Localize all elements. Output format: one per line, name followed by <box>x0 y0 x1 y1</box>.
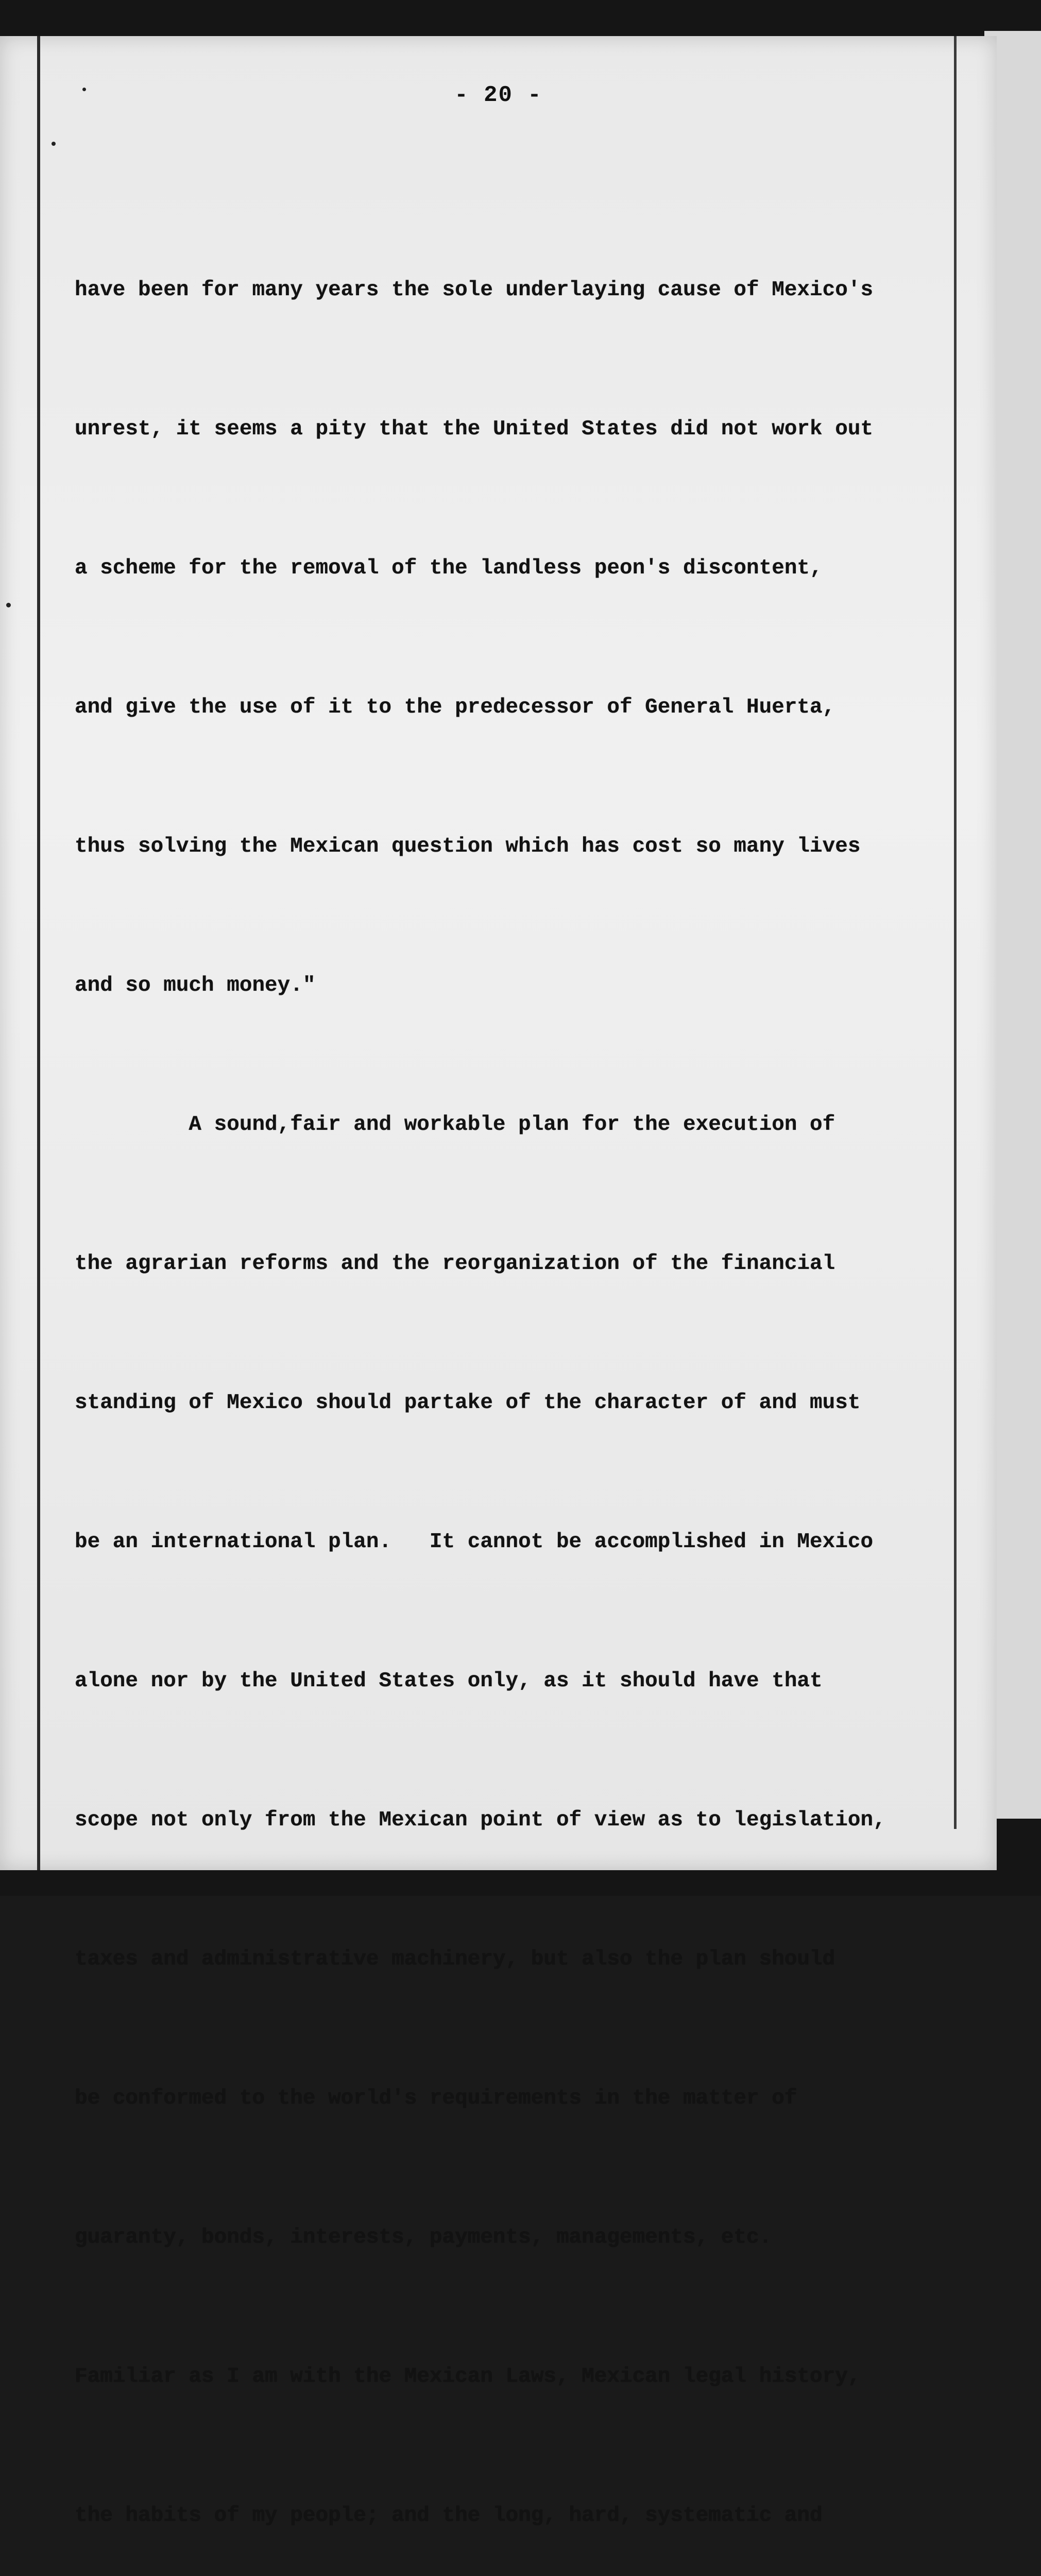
text-line: Familiar as I am with the Mexican Laws, Mexican legal history, <box>75 2365 861 2388</box>
typed-sheet <box>0 36 997 2528</box>
text-line: be an international plan. It cannot be accomplished in Mexico <box>75 1530 874 1554</box>
typed-body-text <box>75 174 981 2576</box>
text-line: and give the use of it to the predecessor of General Huerta, <box>75 696 835 719</box>
text-line: and so much money." <box>75 974 316 997</box>
text-line: alone nor by the United States only, as it should have that <box>75 1669 823 1693</box>
text-line: guaranty, bonds, interests, payments, managements, etc. <box>75 2226 772 2249</box>
text-line: standing of Mexico should partake of the character of and must <box>75 1391 861 1415</box>
text-line: thus solving the Mexican question which has cost so many lives <box>75 835 861 858</box>
text-line: be conformed to the world's requirements in the matter of <box>75 2087 797 2110</box>
text-line: taxes and administrative machinery, but also the plan should <box>75 1947 835 1971</box>
text-line: scope not only from the Mexican point of view as to legislation, <box>75 1808 886 1832</box>
text-line: unrest, it seems a pity that the United States did not work out <box>75 417 874 441</box>
dust-speck <box>6 603 11 607</box>
dust-speck <box>82 88 86 91</box>
text-line: a scheme for the removal of the landless peon's discontent, <box>75 556 823 580</box>
left-margin-rule <box>37 36 40 1870</box>
text-line: A sound,fair and workable plan for the execution of <box>75 1113 835 1137</box>
text-line: the agrarian reforms and the reorganization of the financial <box>75 1252 835 1276</box>
page-number: - 20 - <box>454 82 542 108</box>
dust-speck <box>52 142 56 146</box>
text-line: the habits of my people; and the long, hard, systematic and <box>75 2504 823 2528</box>
text-line: have been for many years the sole underlaying cause of Mexico's <box>75 278 874 302</box>
